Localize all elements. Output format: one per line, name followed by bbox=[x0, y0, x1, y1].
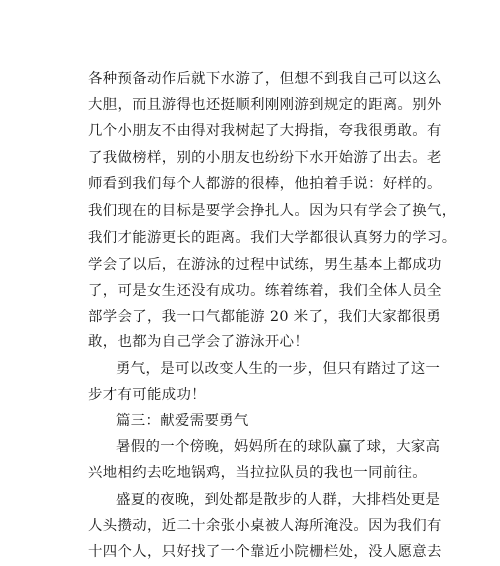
text-line: 大胆，而且游得也还挺顺利刚刚游到规定的距离。别外 bbox=[88, 97, 442, 113]
text-line: 盛夏的夜晚，到处都是散步的人群，大排档处更是 bbox=[116, 492, 441, 508]
text-line: 敢，也都为自己学会了游泳开心！ bbox=[88, 334, 310, 350]
text-line: 部学会了，我一口气都能游 20 米了，我们大家都很勇 bbox=[88, 309, 442, 325]
text-line: 师看到我们每个人都游的很棒，他拍着手说：好样的。 bbox=[88, 176, 442, 192]
text-line: 我们才能游更长的距离。我们大学都很认真努力的学习。 bbox=[88, 230, 457, 246]
text-line: 学会了以后，在游泳的过程中试练，男生基本上都成功 bbox=[88, 257, 442, 273]
section-heading: 篇三：献爱需要勇气 bbox=[116, 413, 249, 429]
text-line: 兴地相约去吃地锅鸡，当拉拉队员的我也一同前往。 bbox=[88, 465, 428, 481]
text-line: 了，可是女生还没有成功。练着练着，我们全体人员全 bbox=[88, 283, 442, 299]
text-line: 我们现在的目标是要学会挣扎人。因为只有学会了换气， bbox=[88, 203, 457, 219]
text-line: 各种预备动作后就下水游了，但想不到我自己可以这么 bbox=[88, 71, 442, 87]
text-line: 几个小朋友不由得对我树起了大拇指，夸我很勇敢。有 bbox=[88, 123, 442, 139]
text-line: 十四个人，只好找了一个靠近小院栅栏处，没人愿意去 bbox=[88, 544, 442, 560]
text-line: 暑假的一个傍晚，妈妈所在的球队赢了球，大家高 bbox=[116, 439, 441, 455]
text-line: 了我做榜样，别的小朋友也纷纷下水开始游了出去。老 bbox=[88, 150, 442, 166]
text-line: 勇气，是可以改变人生的一步，但只有踏过了这一 bbox=[116, 361, 441, 377]
text-line: 步才有可能成功！ bbox=[88, 387, 206, 403]
text-line: 人头攒动，近二十余张小桌被人海所淹没。因为我们有 bbox=[88, 518, 442, 534]
